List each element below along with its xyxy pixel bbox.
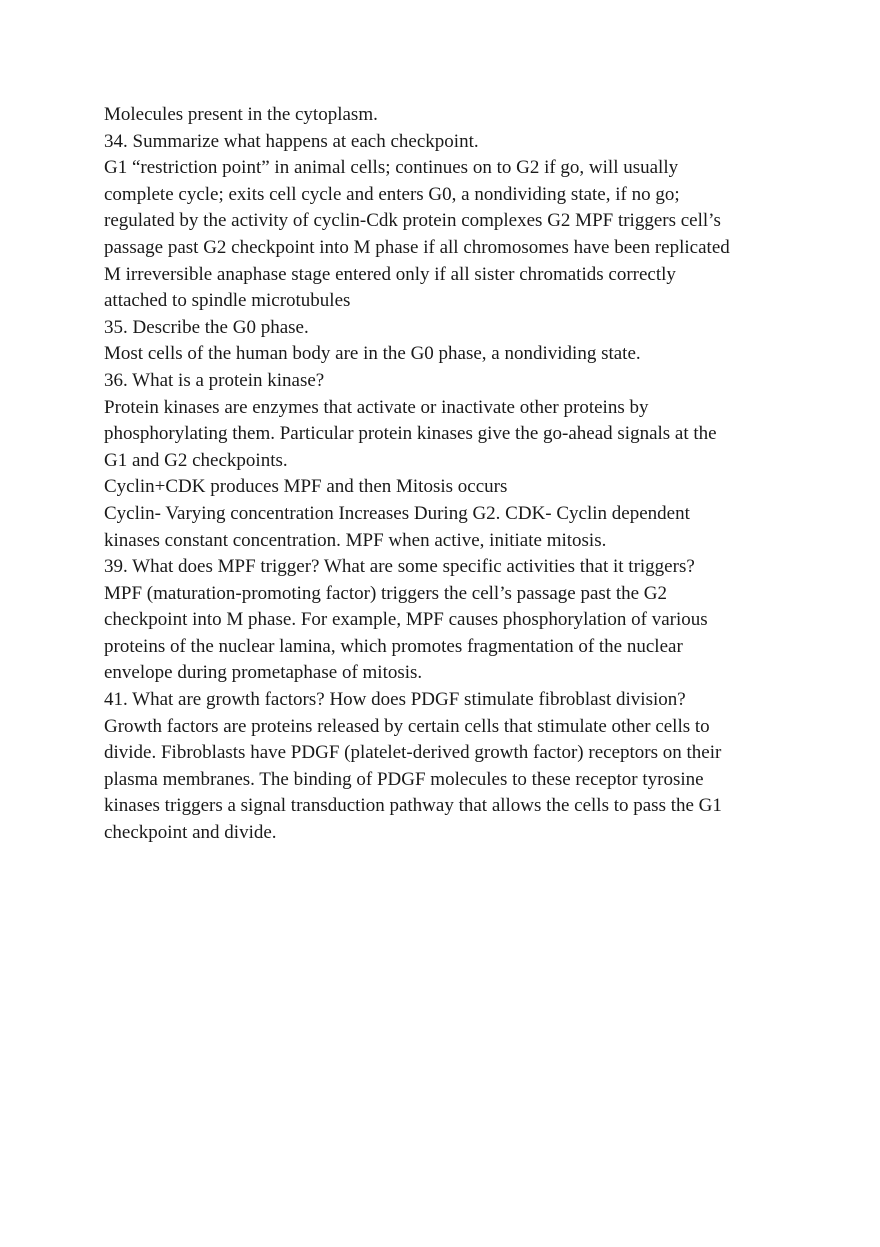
text-line: kinases constant concentration. MPF when active, initiate mitosis. xyxy=(104,529,607,551)
text-line: Protein kinases are enzymes that activate or inactivate other proteins by xyxy=(104,396,649,418)
document-body xyxy=(104,102,784,847)
text-line: passage past G2 checkpoint into M phase if all chromosomes have been replicated xyxy=(104,236,730,258)
question-39: 39. What does MPF trigger? What are some specific activities that it triggers? xyxy=(104,556,695,578)
text-line: checkpoint into M phase. For example, MPF causes phosphorylation of various xyxy=(104,609,708,631)
text-line: divide. Fibroblasts have PDGF (platelet-derived growth factor) receptors on their xyxy=(104,742,722,764)
text-line: regulated by the activity of cyclin-Cdk protein complexes G2 MPF triggers cell’s xyxy=(104,210,721,232)
text-line: Cyclin- Varying concentration Increases During G2. CDK- Cyclin dependent xyxy=(104,502,690,524)
text-line: attached to spindle microtubules xyxy=(104,290,351,312)
text-line: Cyclin+CDK produces MPF and then Mitosis occurs xyxy=(104,476,508,498)
text-line: kinases triggers a signal transduction pathway that allows the cells to pass the G1 xyxy=(104,795,722,817)
text-line: checkpoint and divide. xyxy=(104,822,277,844)
text-line: envelope during prometaphase of mitosis. xyxy=(104,662,423,684)
text-line: plasma membranes. The binding of PDGF molecules to these receptor tyrosine xyxy=(104,768,704,790)
text-line: phosphorylating them. Particular protein kinases give the go-ahead signals at the xyxy=(104,423,717,445)
question-34: 34. Summarize what happens at each checkpoint. xyxy=(104,130,479,152)
question-35: 35. Describe the G0 phase. xyxy=(104,316,309,338)
text-line: MPF (maturation-promoting factor) triggers the cell’s passage past the G2 xyxy=(104,582,668,604)
question-41: 41. What are growth factors? How does PDGF stimulate fibroblast division? xyxy=(104,689,686,711)
text-line: proteins of the nuclear lamina, which promotes fragmentation of the nuclear xyxy=(104,635,683,657)
text-line: complete cycle; exits cell cycle and enters G0, a nondividing state, if no go; xyxy=(104,183,680,205)
text-line: M irreversible anaphase stage entered only if all sister chromatids correctly xyxy=(104,263,676,285)
question-36: 36. What is a protein kinase? xyxy=(104,369,325,391)
text-line: G1 and G2 checkpoints. xyxy=(104,449,288,471)
text-line: G1 “restriction point” in animal cells; continues on to G2 if go, will usually xyxy=(104,157,679,179)
text-line: Molecules present in the cytoplasm. xyxy=(104,104,378,125)
text-line: Most cells of the human body are in the G0 phase, a nondividing state. xyxy=(104,343,641,365)
text-line: Growth factors are proteins released by certain cells that stimulate other cells to xyxy=(104,715,710,737)
